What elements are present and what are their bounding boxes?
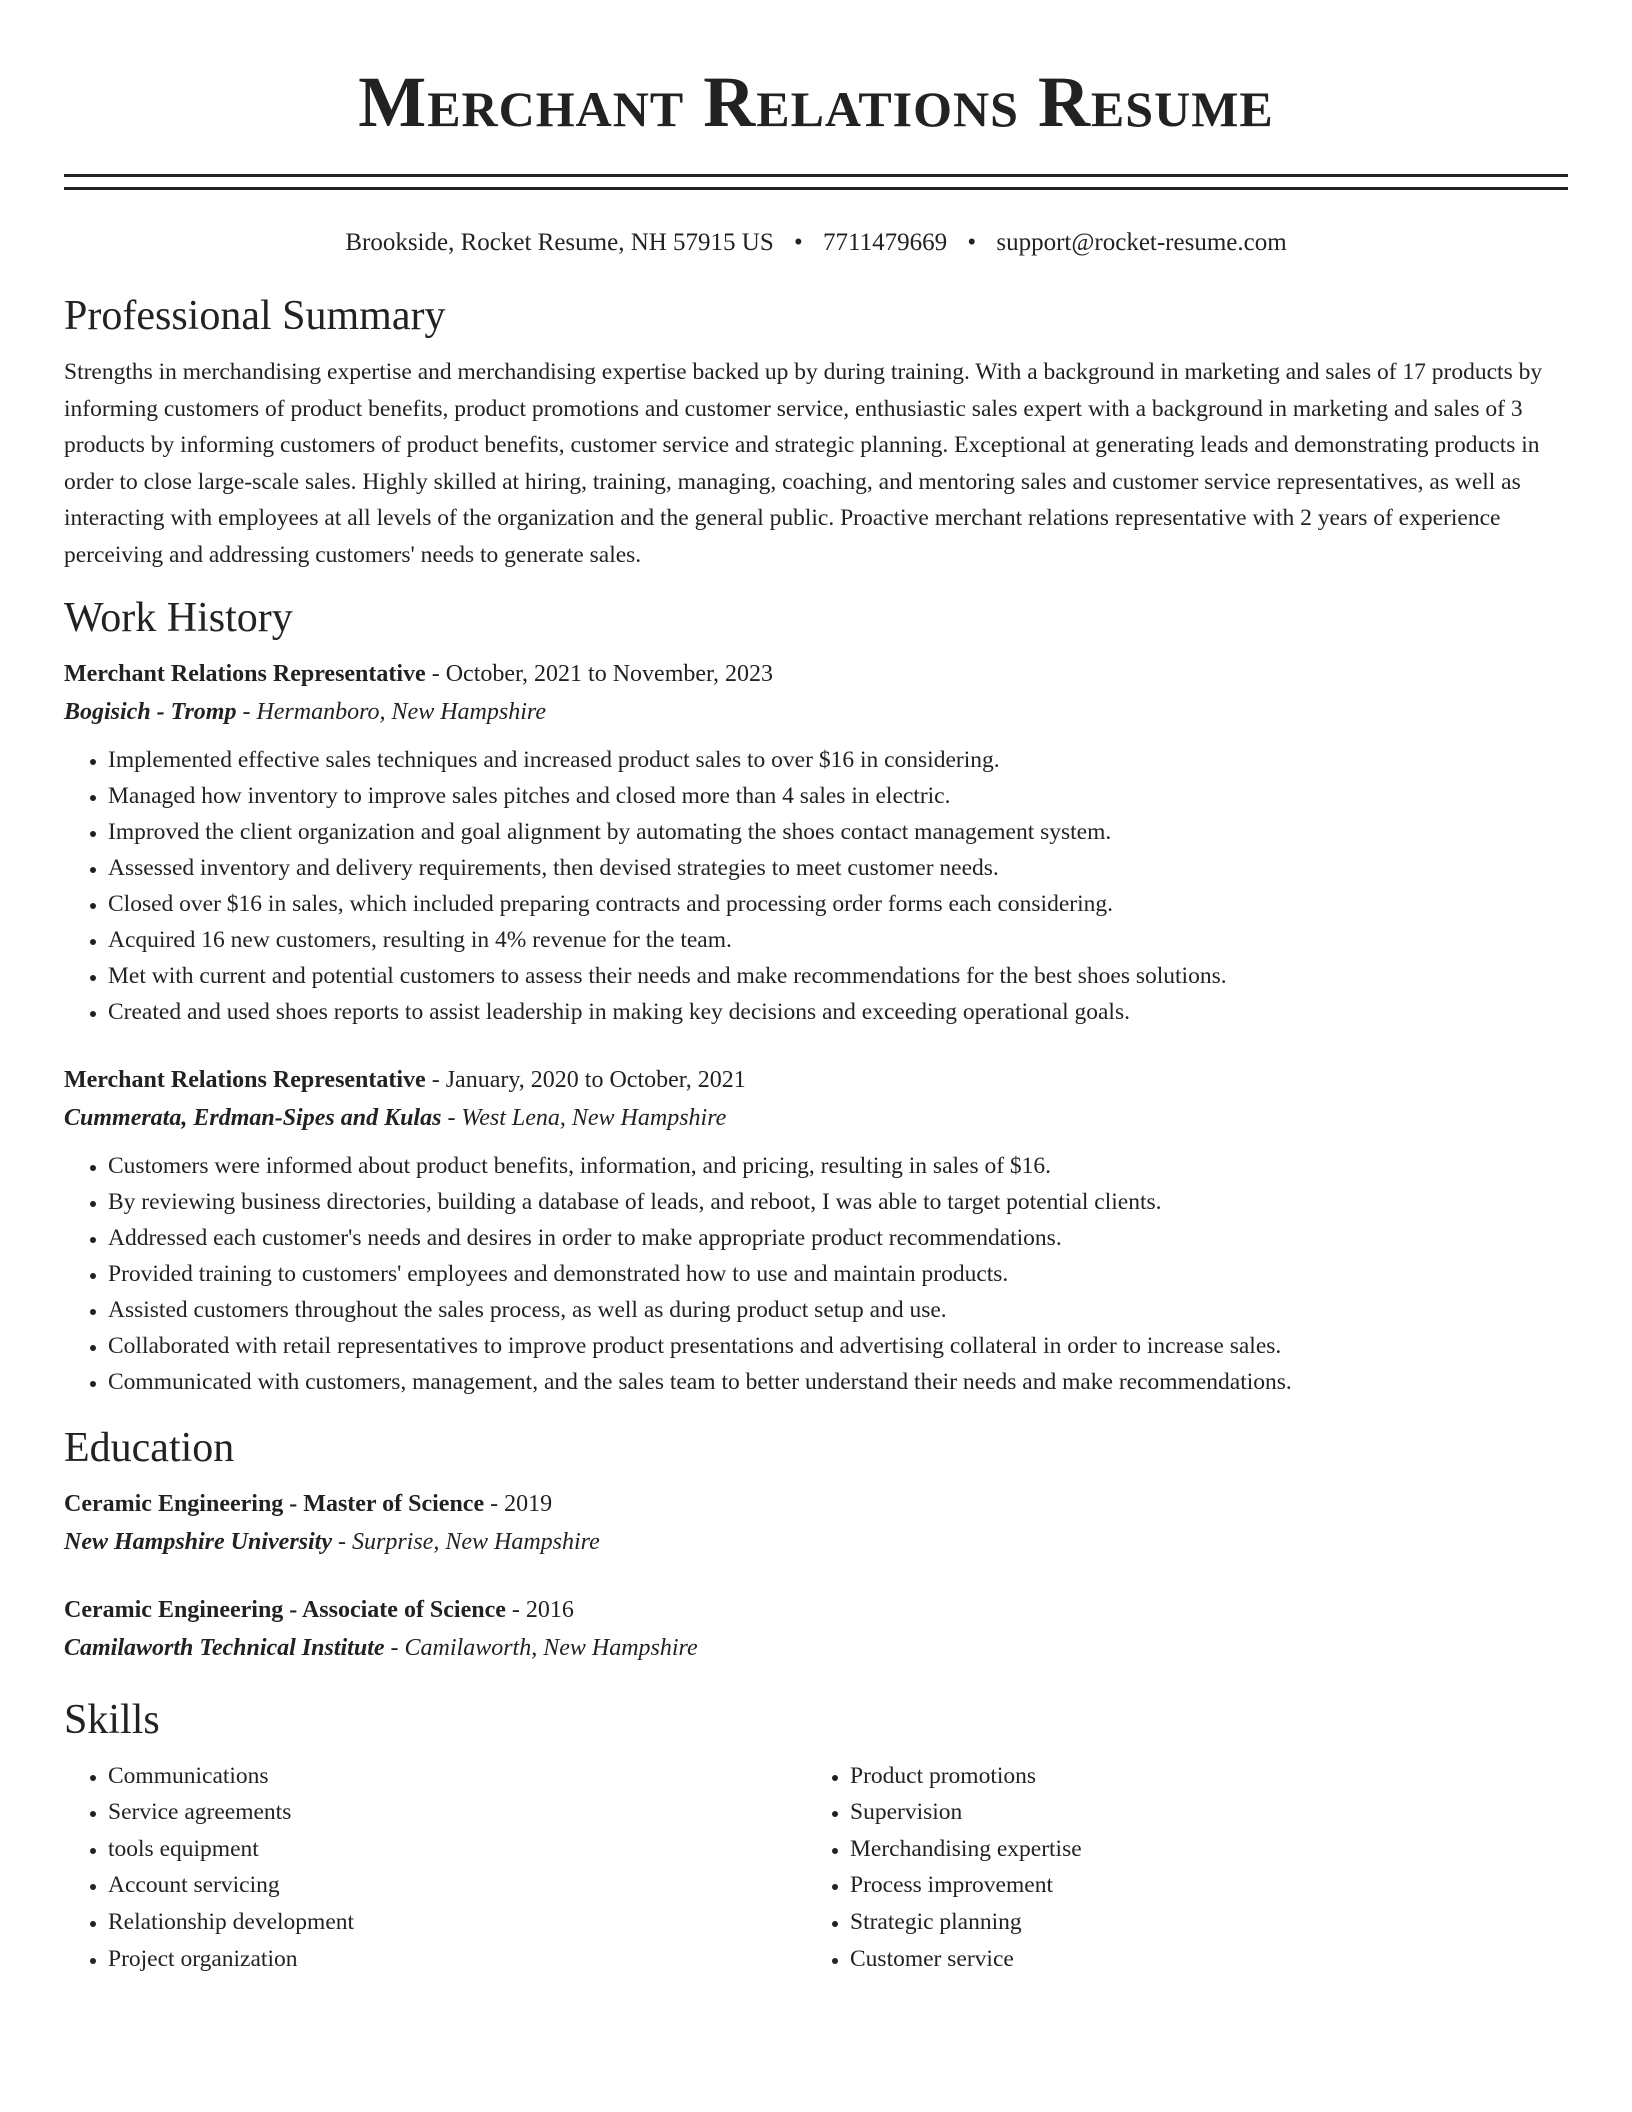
- job-title: Merchant Relations Representative: [64, 1066, 426, 1093]
- list-item: • Acquired 16 new customers, resulting in 4% revenue for the team.: [108, 922, 1568, 958]
- skill-item: • Communications: [108, 1758, 806, 1795]
- education-school: New Hampshire University: [64, 1528, 332, 1555]
- title-divider: [64, 174, 1568, 190]
- education-degree: Ceramic Engineering - Associate of Science: [64, 1596, 506, 1623]
- list-item: • Assessed inventory and delivery requirements, then devised strategies to meet customer needs.: [108, 850, 1568, 886]
- list-item: • Communicated with customers, management, and the sales team to better understand their needs and make recommendations.: [108, 1364, 1568, 1400]
- job-company: Bogisich - Tromp: [64, 698, 237, 725]
- education-location: - Surprise, New Hampshire: [338, 1528, 600, 1555]
- education-degree: Ceramic Engineering - Master of Science: [64, 1490, 485, 1517]
- job-company-line: [64, 692, 1568, 732]
- list-item: • Met with current and potential customers to assess their needs and make recommendations for the best shoes solutions.: [108, 958, 1568, 994]
- skills-bullets: [806, 1758, 1548, 1978]
- skill-item: • Customer service: [850, 1941, 1548, 1978]
- list-item: • Collaborated with retail representatives to improve product presentations and advertising collateral in order to increase sales.: [108, 1328, 1568, 1364]
- skill-item: • Relationship development: [108, 1904, 806, 1941]
- education-entry: [64, 1486, 1568, 1562]
- resume-page: [64, 0, 1568, 1977]
- job-dates: - January, 2020 to October, 2021: [431, 1066, 746, 1093]
- list-item: • By reviewing business directories, building a database of leads, and reboot, I was able to target potential clients.: [108, 1184, 1568, 1220]
- education-degree-line: [64, 1592, 1568, 1628]
- skill-item: • Project organization: [108, 1941, 806, 1978]
- education-year: - 2016: [511, 1596, 574, 1623]
- skill-item: • Supervision: [850, 1794, 1548, 1831]
- job-entry: [64, 1062, 1568, 1400]
- education-school-line: [64, 1628, 1568, 1668]
- resume-title: Merchant Relations Resume: [358, 62, 1274, 142]
- skill-item: • Strategic planning: [850, 1904, 1548, 1941]
- job-title-line: [64, 1062, 1568, 1098]
- job-title-line: [64, 656, 1568, 692]
- section-heading-skills: Skills: [64, 1696, 160, 1743]
- skill-item: • Product promotions: [850, 1758, 1548, 1795]
- section-heading-work: Work History: [64, 594, 293, 641]
- skill-item: • Account servicing: [108, 1867, 806, 1904]
- skill-item: • tools equipment: [108, 1831, 806, 1868]
- education-school-line: [64, 1522, 1568, 1562]
- education-year: - 2019: [490, 1490, 553, 1517]
- summary-text: Strengths in merchandising expertise and merchandising expertise backed up by during training. With a background in marketing and sales of 17 products by informing customers of product benefits, product promotions and customer service, enthusiastic sales expert with a background in marketing and sales of 3 products by informing customers of product benefits, customer service and strategic planning. Exceptional at generating leads and demonstrating products in order to close large-scale sales. Highly skilled at hiring, training, managing, coaching, and mentoring sales and customer service representatives, as well as interacting with employees at all levels of the organization and the general public. Proactive merchant relations representative with 2 years of experience perceiving and addressing customers' needs to generate sales.: [64, 359, 1543, 568]
- education-degree-line: [64, 1486, 1568, 1522]
- contact-phone: 7711479669: [823, 229, 948, 256]
- skill-item: • Service agreements: [108, 1794, 806, 1831]
- job-bullets: [64, 742, 1568, 1030]
- job-bullets: [64, 1148, 1568, 1400]
- job-location: - Hermanboro, New Hampshire: [242, 698, 546, 725]
- list-item: • Provided training to customers' employees and demonstrated how to use and maintain products.: [108, 1256, 1568, 1292]
- list-item: • Customers were informed about product benefits, information, and pricing, resulting in sales of $16.: [108, 1148, 1568, 1184]
- job-company: Cummerata, Erdman-Sipes and Kulas: [64, 1104, 442, 1131]
- list-item: • Closed over $16 in sales, which included preparing contracts and processing order forms each considering.: [108, 886, 1568, 922]
- contact-separator: •: [967, 229, 977, 256]
- skills-column-left: [64, 1758, 806, 1978]
- job-dates: - October, 2021 to November, 2023: [431, 660, 774, 687]
- contact-email: support@rocket-resume.com: [996, 229, 1287, 256]
- skills-column-right: [806, 1758, 1548, 1978]
- education-location: - Camilaworth, New Hampshire: [390, 1634, 698, 1661]
- list-item: • Implemented effective sales techniques and increased product sales to over $16 in considering.: [108, 742, 1568, 778]
- skill-item: • Merchandising expertise: [850, 1831, 1548, 1868]
- section-heading-education: Education: [64, 1424, 235, 1471]
- contact-separator: •: [794, 229, 803, 256]
- list-item: • Improved the client organization and goal alignment by automating the shoes contact management system.: [108, 814, 1568, 850]
- skills-bullets: [64, 1758, 806, 1978]
- contact-line: [64, 226, 1568, 260]
- list-item: • Managed how inventory to improve sales pitches and closed more than 4 sales in electric.: [108, 778, 1568, 814]
- education-entry: [64, 1592, 1568, 1668]
- job-location: - West Lena, New Hampshire: [447, 1104, 727, 1131]
- list-item: • Created and used shoes reports to assist leadership in making key decisions and exceeding operational goals.: [108, 994, 1568, 1030]
- list-item: • Addressed each customer's needs and desires in order to make appropriate product recommendations.: [108, 1220, 1568, 1256]
- list-item: • Assisted customers throughout the sales process, as well as during product setup and use.: [108, 1292, 1568, 1328]
- section-heading-summary: Professional Summary: [64, 293, 446, 339]
- job-title: Merchant Relations Representative: [64, 660, 426, 687]
- education-school: Camilaworth Technical Institute: [64, 1634, 385, 1661]
- skills-list: [64, 1758, 1568, 1978]
- job-company-line: [64, 1098, 1568, 1138]
- contact-address: Brookside, Rocket Resume, NH 57915 US: [345, 229, 774, 256]
- job-entry: [64, 656, 1568, 1030]
- skill-item: • Process improvement: [850, 1867, 1548, 1904]
